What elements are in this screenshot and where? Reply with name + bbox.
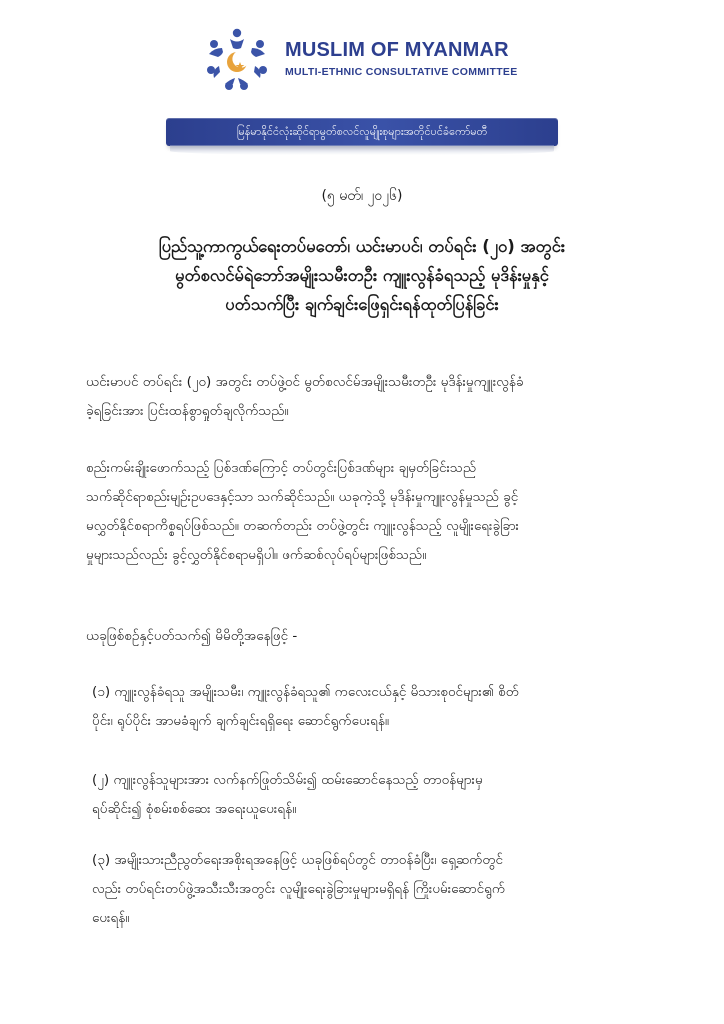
demand-item-2 xyxy=(92,766,642,824)
paragraph-line: စည်းကမ်းချိုးဖောက်သည့် ပြစ်ဒဏ်ကြောင့် တပ်တွင်းပြစ်ဒဏ်များ ချမှတ်ခြင်းသည် xyxy=(86,460,477,476)
paragraph-line: မလွှတ်နိုင်စရာကိစ္စရပ်ဖြစ်သည်။ တဆက်တည်း တပ်ဖွဲ့တွင်း ကျူးလွန်သည့် လူမျိုးရေးခွဲခြား xyxy=(86,518,519,534)
headline-line: ပြည်သူ့ကာကွယ်ရေးတပ်မတော်၊ ယင်းမာပင်၊ တပ်ရင်း (၂၀) အတွင်း xyxy=(158,237,566,256)
paragraph-line: မှုများသည်လည်း ခွင့်လွှတ်နိုင်စရာမရှိပါ။ ဖက်ဆစ်လုပ်ရပ်များဖြစ်သည်။ xyxy=(86,547,427,563)
paragraph-line: ခဲ့ရခြင်းအား ပြင်းထန်စွာရှုတ်ချလိုက်သည်။ xyxy=(86,403,289,419)
demand-line: ပေးရန်။ xyxy=(92,910,130,926)
demand-line: (၂) ကျူးလွန်သူများအား လက်နက်ဖြုတ်သိမ်း၍ ထမ်းဆောင်နေသည့် တာဝန်များမှ xyxy=(92,772,483,788)
demand-line: ရပ်ဆိုင်း၍ စုံစမ်းစစ်ဆေး အရေးယူပေးရန်။ xyxy=(92,801,297,817)
demand-item-3 xyxy=(92,846,642,933)
paragraph-discipline xyxy=(86,454,642,570)
paragraph-line: ယင်းမာပင် တပ်ရင်း (၂၀) အတွင်း တပ်ဖွဲ့ဝင် မွတ်စလင်မ်အမျိုးသမီးတဦး မုဒိန်းမှုကျူးလွန်ခံ xyxy=(86,374,524,390)
demand-line: လည်း တပ်ရင်းတပ်ဖွဲ့အသီးသီးအတွင်း လူမျိုးရေးခွဲခြားမှုများမရှိရန် ကြိုးပမ်းဆောင်ရွက် xyxy=(92,881,506,897)
organization-name: MUSLIM OF MYANMAR xyxy=(285,39,509,61)
paragraph-demands-intro xyxy=(86,622,642,651)
headline-line: မွတ်စလင်မ်ရဲဘော်အမျိုးသမီးတဦး ကျူးလွန်ခံရသည့် မုဒိန်းမှုနှင့် xyxy=(175,266,549,285)
demand-item-1 xyxy=(92,678,642,736)
banner-shadow xyxy=(170,145,554,155)
star-crescent-people-emblem-icon xyxy=(200,26,274,92)
demand-line: (၃) အမျိုးသားညီညွတ်ရေးအစိုးရအနေဖြင့် ယခုဖြစ်ရပ်တွင် တာဝန်ခံပြီး၊ ရှေ့ဆက်တွင် xyxy=(92,852,504,868)
statement-headline xyxy=(80,232,644,319)
organization-subtitle: MULTI-ETHNIC CONSULTATIVE COMMITTEE xyxy=(285,66,518,78)
demand-line: ပိုင်း၊ ရုပ်ပိုင်း အာမခံချက် ချက်ချင်းရရှိရေး ဆောင်ရွက်ပေးရန်။ xyxy=(92,713,389,729)
organization-header xyxy=(200,26,560,98)
paragraph-line: သက်ဆိုင်ရာစည်းမျဉ်းဥပဒေနှင့်သာ သက်ဆိုင်သည်။ ယခုကဲ့သို့ မုဒိန်းမှုကျူးလွန်မှုသည် ခွင့် xyxy=(86,489,519,505)
demand-line: (၁) ကျူးလွန်ခံရသူ အမျိုးသမီး၊ ကျူးလွန်ခံရသူ၏ ကလေးငယ်နှင့် မိသားစုဝင်များ၏ စိတ် xyxy=(92,684,519,700)
committee-banner: မြန်မာနိုင်ငံလုံးဆိုင်ရာမွတ်စလင်လူမျိုးစုများအတိုင်ပင်ခံကော်မတီ xyxy=(166,118,558,146)
headline-line: ပတ်သက်ပြီး ချက်ချင်းဖြေရှင်းရန်ထုတ်ပြန်ခြင်း xyxy=(225,295,499,314)
statement-date: (၅ မတ်၊ ၂၀၂၆) xyxy=(321,188,403,204)
paragraph-line: ယခုဖြစ်စဉ်နှင့်ပတ်သက်၍ မိမိတို့အနေဖြင့် - xyxy=(86,628,298,644)
paragraph-condemnation xyxy=(86,368,642,426)
